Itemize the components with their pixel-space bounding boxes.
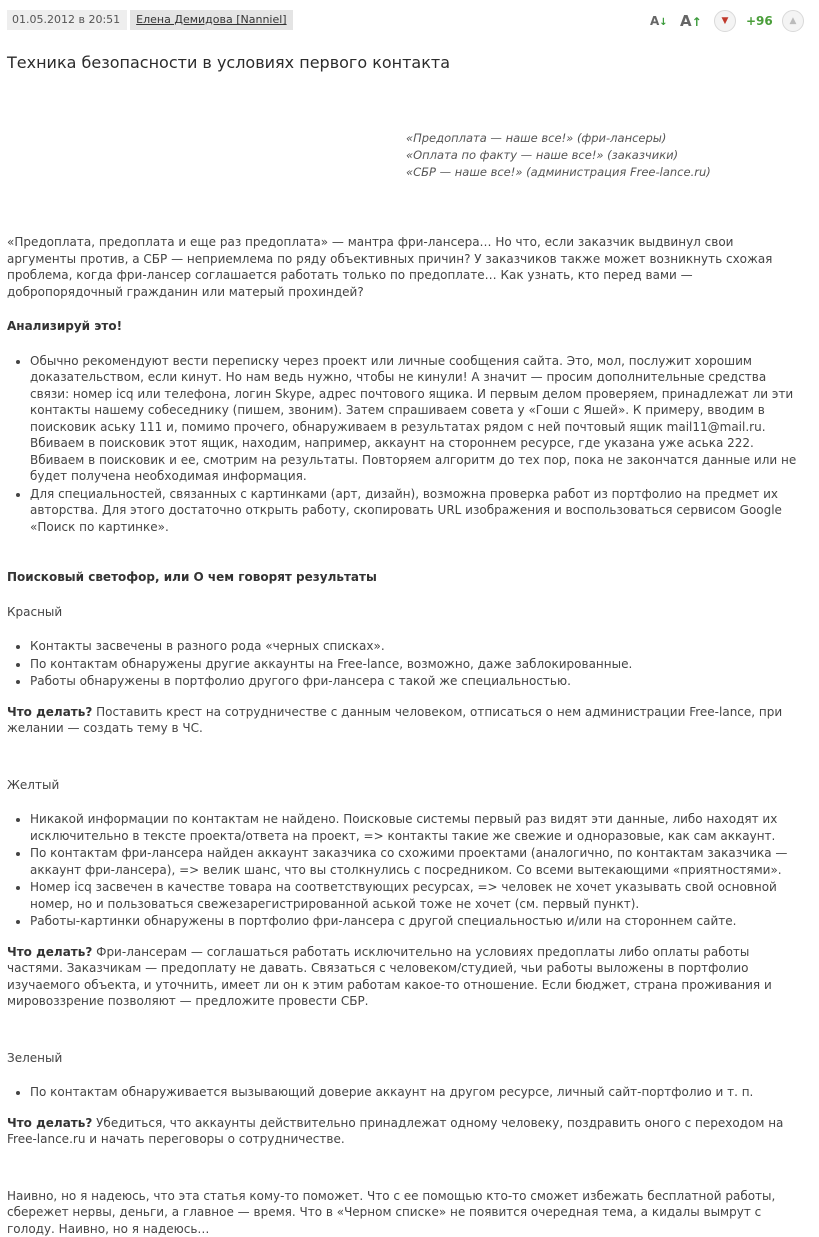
author-link[interactable]: Елена Демидова [Nanniel] xyxy=(130,10,292,30)
red-heading: Красный xyxy=(7,604,805,621)
list-item: • Работы-картинки обнаружены в портфолио фри-лансера с другой специальностью и/или на стороннем сайте. xyxy=(30,913,805,930)
closing-paragraph: Наивно, но я надеюсь, что эта статья кому-то поможет. Что с ее помощью кто-то сможет избежать бесплатной работы, сбережет нервы, деньги, а главное — время. Что в «Черном списке» не появится очередная тема, а кидалы вымрут с голоду. Наивно, но я надеюсь… xyxy=(7,1188,805,1237)
epigraph-line: «СБР — наше все!» (администрация Free-lance.ru) xyxy=(406,164,711,181)
rating-value: +96 xyxy=(746,12,773,30)
yellow-list xyxy=(7,811,805,930)
traffic-heading: Поисковый светофор, или О чем говорят результаты xyxy=(7,569,805,586)
red-action: Что делать? Поставить крест на сотрудничестве с данным человеком, отписаться о нем администрации Free-lance, при желании — создать тему в ЧС. xyxy=(7,704,805,737)
list-item: • Для специальностей, связанных с картинками (арт, дизайн), возможна проверка работ из портфолио на предмет их авторства. Для этого достаточно открыть работу, скопировать URL изображения и воспользоваться сервисом Google «Поиск по картинке». xyxy=(30,486,805,536)
intro-paragraph: «Предоплата, предоплата и еще раз предоплата» — мантра фри-лансера… Но что, если заказчик выдвинул свои аргументы против, а СБР — неприемлема по ряду объективных причин? У заказчиков также может возникнуть схожая проблема, когда фри-лансер соглашается работать только по предоплате… Как узнать, кто перед вами — добропорядочный гражданин или матерый прохиндей? xyxy=(7,234,805,300)
epigraph-line: «Оплата по факту — наше все!» (заказчики) xyxy=(406,147,711,164)
epigraph-line: «Предоплата — наше все!» (фри-лансеры) xyxy=(406,130,711,147)
what-to-do-label: Что делать? xyxy=(7,705,92,719)
green-heading: Зеленый xyxy=(7,1050,805,1067)
list-item: • Никакой информации по контактам не найдено. Поисковые системы первый раз видят эти данные, либо находят их исключительно в тексте проекта/ответа на проект, => контакты такие же свежие и одноразовые, как сам аккаунт. xyxy=(30,811,805,844)
font-decrease-icon[interactable]: A↓ xyxy=(650,12,674,30)
post-controls xyxy=(650,9,810,33)
list-item: • Работы обнаружены в портфолио другого фри-лансера с такой же специальностью. xyxy=(30,673,805,690)
what-to-do-label: Что делать? xyxy=(7,945,92,959)
list-item: • Номер icq засвечен в качестве товара на соответствующих ресурсах, => человек не хочет указывать свой основной номер, но и пользоваться свежезарегистрированной аськой тоже не хочет (см. первый пункт). xyxy=(30,879,805,912)
analyze-list xyxy=(7,353,805,536)
list-item: • Контакты засвечены в разного рода «черных списках». xyxy=(30,638,805,655)
yellow-action: Что делать? Фри-лансерам — соглашаться работать исключительно на условиях предоплаты либо оплаты работы частями. Заказчикам — предоплату не давать. Связаться с человеком/студией, чьи работы выложены в портфолио изучаемого объекта, и уточнить, имеет ли он к этим работам какое-то отношение. Если бюджет, страна проживания и мировоззрение позволяют — предложите провести СБР. xyxy=(7,944,805,1010)
red-list xyxy=(7,638,805,690)
what-to-do-label: Что делать? xyxy=(7,1116,92,1130)
list-item: • По контактам фри-лансера найден аккаунт заказчика со схожими проектами (аналогично, по контактам заказчика — аккаунт фри-лансера), => велик шанс, что вы столкнулись с посредником. Со всеми вытекающими «приятностями». xyxy=(30,845,805,878)
article-title: Техника безопасности в условиях первого контакта xyxy=(7,52,450,74)
epigraph xyxy=(406,130,711,181)
list-item: • По контактам обнаружены другие аккаунты на Free-lance, возможно, даже заблокированные. xyxy=(30,656,805,673)
yellow-heading: Желтый xyxy=(7,777,805,794)
post-date: 01.05.2012 в 20:51 xyxy=(7,10,127,30)
article-body xyxy=(7,234,805,1237)
list-item: • Обычно рекомендуют вести переписку через проект или личные сообщения сайта. Это, мол, послужит хорошим доказательством, если кинут. Но нам ведь нужно, чтобы не кинули! А значит — просим дополнительные средства связи: номер icq или телефона, логин Skype, адрес почтового ящика. И первым делом проверяем, принадлежат ли эти контакты нашему собеседнику (пишем, звоним). Затем спрашиваем совета у «Гоши с Яшей». К примеру, вводим в поисковик аську 111 и, помимо прочего, обнаруживаем в результатах рядом с ней почтовый ящик mail11@mail.ru. Вбиваем в поисковик этот ящик, находим, например, аккаунт на стороннем ресурсе, где указана уже аська 222. Вбиваем в поисковик и ее, смотрим на результаты. Повторяем алгоритм до тех пор, пока не закончатся данные или не будет получена необходимая информация. xyxy=(30,353,805,485)
post-meta xyxy=(7,10,293,30)
analyze-heading: Анализируй это! xyxy=(7,318,805,335)
vote-up-icon[interactable]: ▲ xyxy=(782,10,804,32)
green-list xyxy=(7,1084,805,1101)
list-item: • По контактам обнаруживается вызывающий доверие аккаунт на другом ресурсе, личный сайт-портфолио и т. п. xyxy=(30,1084,805,1101)
vote-down-icon[interactable]: ▼ xyxy=(714,10,736,32)
font-increase-icon[interactable]: A↑ xyxy=(680,11,708,31)
green-action: Что делать? Убедиться, что аккаунты действительно принадлежат одному человеку, поздравить оного с переходом на Free-lance.ru и начать переговоры о сотрудничестве. xyxy=(7,1115,805,1148)
